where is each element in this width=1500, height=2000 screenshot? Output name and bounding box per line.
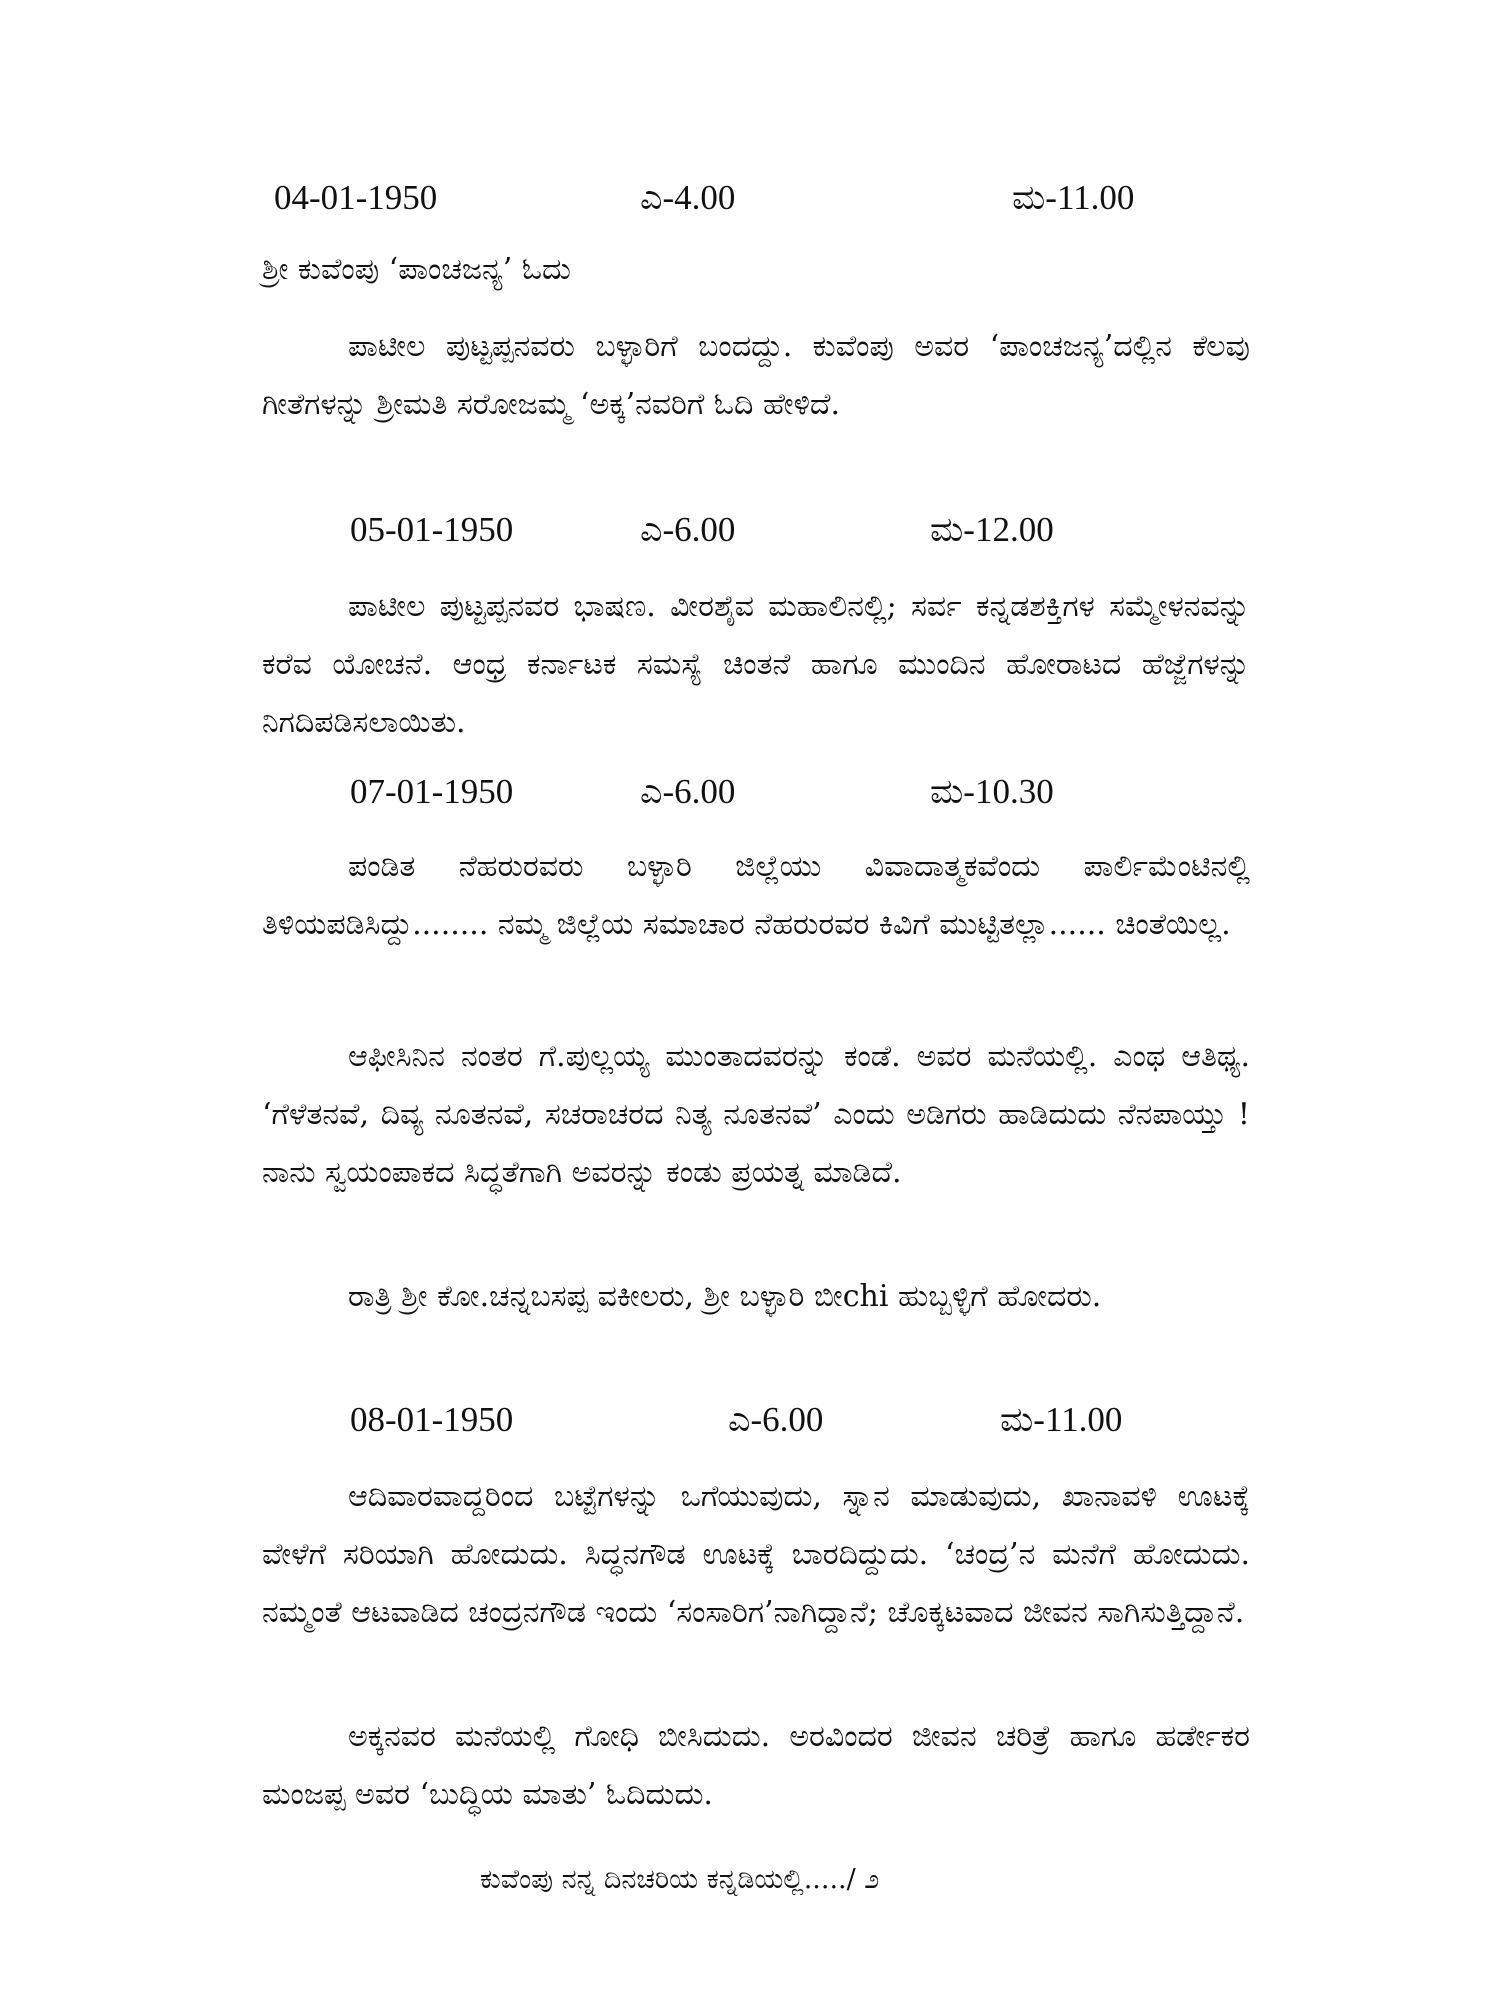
entry-heading: ಶ್ರೀ ಕುವೆಂಪು ‘ಪಾಂಚಜನ್ಯ’ ಓದು bbox=[262, 252, 571, 287]
entry-paragraph: ಆದಿವಾರವಾದ್ದರಿಂದ ಬಟ್ಟೆಗಳನ್ನು ಒಗೆಯುವುದು, ಸ್ನಾನ ಮಾಡುವುದು, ಖಾನಾವಳಿ ಊಟಕ್ಕೆ ವೇಳೆಗೆ ಸರಿಯಾಗಿ ಹೋದುದು. ಸಿದ್ಧನಗೌಡ ಊಟಕ್ಕೆ ಬಾರದಿದ್ದುದು. ‘ಚಂದ್ರ’ನ ಮನೆಗೆ ಹೋದುದು. ನಮ್ಮಂತೆ ಆಟವಾಡಿದ ಚಂದ್ರನಗೌಡ ಇಂದು ‘ಸಂಸಾರಿಗ’ನಾಗಿದ್ದಾನೆ; ಚೊಕ್ಕಟವಾದ ಜೀವನ ಸಾಗಿಸುತ್ತಿದ್ದಾನೆ. bbox=[262, 1479, 1250, 1630]
entry-time-b: ಮ-11.00 bbox=[1012, 178, 1135, 217]
entry-time-a: ಎ-6.00 bbox=[728, 1400, 824, 1439]
page-footer: ಕುವೆಂಪು ನನ್ನ ದಿನಚರಿಯ ಕನ್ನಡಿಯಲ್ಲಿ...../ ೨ bbox=[480, 1864, 880, 1895]
entry-time-b: ಮ-10.30 bbox=[930, 772, 1054, 811]
entry-paragraph: ಪಾಟೀಲ ಪುಟ್ಟಪ್ಪನವರ ಭಾಷಣ. ವೀರಶೈವ ಮಹಾಲಿನಲ್ಲಿ; ಸರ್ವ ಕನ್ನಡಶಕ್ತಿಗಳ ಸಮ್ಮೇಳನವನ್ನು ಕರೆವ ಯೋಚನೆ. ಆಂಧ್ರ ಕರ್ನಾಟಕ ಸಮಸ್ಯೆ ಚಿಂತನೆ ಹಾಗೂ ಮುಂದಿನ ಹೋರಾಟದ ಹೆಜ್ಜೆಗಳನ್ನು ನಿಗದಿಪಡಿಸಲಾಯಿತು. bbox=[262, 589, 1250, 740]
entry-paragraph: ಪಂಡಿತ ನೆಹರುರವರು ಬಳ್ಳಾರಿ ಜಿಲ್ಲೆಯು ವಿವಾದಾತ್ಮಕವೆಂದು ಪಾರ್ಲಿಮೆಂಟಿನಲ್ಲಿ ತಿಳಿಯಪಡಿಸಿದ್ದು........ ನಮ್ಮ ಜಿಲ್ಲೆಯ ಸಮಾಚಾರ ನೆಹರುರವರ ಕಿವಿಗೆ ಮುಟ್ಟಿತಲ್ಲಾ...... ಚಿಂತೆಯಿಲ್ಲ. bbox=[262, 849, 1250, 942]
entry-date: 07-01-1950 bbox=[350, 772, 514, 811]
entry-time-a: ಎ-6.00 bbox=[640, 772, 736, 811]
entry-paragraph: ಅಕ್ಕನವರ ಮನೆಯಲ್ಲಿ ಗೋಧಿ ಬೀಸಿದುದು. ಅರವಿಂದರ ಜೀವನ ಚರಿತ್ರೆ ಹಾಗೂ ಹರ್ಡೇಕರ ಮಂಜಪ್ಪ ಅವರ ‘ಬುದ್ಧಿಯ ಮಾತು’ ಓದಿದುದು. bbox=[262, 1719, 1250, 1812]
entry-time-b: ಮ-11.00 bbox=[1000, 1400, 1123, 1439]
entry-paragraph: ರಾತ್ರಿ ಶ್ರೀ ಕೋ.ಚನ್ನಬಸಪ್ಪ ವಕೀಲರು, ಶ್ರೀ ಬಳ್ಳಾರಿ ಬೀchi ಹುಬ್ಬಳ್ಳಿಗೆ ಹೋದರು. bbox=[348, 1279, 1102, 1314]
entry-time-b: ಮ-12.00 bbox=[930, 510, 1054, 549]
entry-paragraph: ಪಾಟೀಲ ಪುಟ್ಟಪ್ಪನವರು ಬಳ್ಳಾರಿಗೆ ಬಂದದ್ದು. ಕುವೆಂಪು ಅವರ ‘ಪಾಂಚಜನ್ಯ’ದಲ್ಲಿನ ಕೆಲವು ಗೀತೆಗಳನ್ನು ಶ್ರೀಮತಿ ಸರೋಜಮ್ಮ ‘ಅಕ್ಕ’ನವರಿಗೆ ಓದಿ ಹೇಳಿದೆ. bbox=[262, 329, 1250, 422]
entry-time-a: ಎ-6.00 bbox=[640, 510, 736, 549]
entry-time-a: ಎ-4.00 bbox=[640, 178, 736, 217]
entry-paragraph: ಆಫೀಸಿನಿನ ನಂತರ ಗೆ.ಪುಲ್ಲಯ್ಯ ಮುಂತಾದವರನ್ನು ಕಂಡೆ. ಅವರ ಮನೆಯಲ್ಲಿ. ಎಂಥ ಆತಿಥ್ಯ. ‘ಗೆಳೆತನವೆ, ದಿವ್ಯ ನೂತನವೆ, ಸಚರಾಚರದ ನಿತ್ಯ ನೂತನವೆ’ ಎಂದು ಅಡಿಗರು ಹಾಡಿದುದು ನೆನಪಾಯ್ತು ! ನಾನು ಸ್ವಯಂಪಾಕದ ಸಿದ್ಧತೆಗಾಗಿ ಅವರನ್ನು ಕಂಡು ಪ್ರಯತ್ನ ಮಾಡಿದೆ. bbox=[262, 1039, 1250, 1190]
entry-date: 04-01-1950 bbox=[274, 178, 438, 217]
entry-date: 08-01-1950 bbox=[350, 1400, 514, 1439]
entry-date: 05-01-1950 bbox=[350, 510, 514, 549]
